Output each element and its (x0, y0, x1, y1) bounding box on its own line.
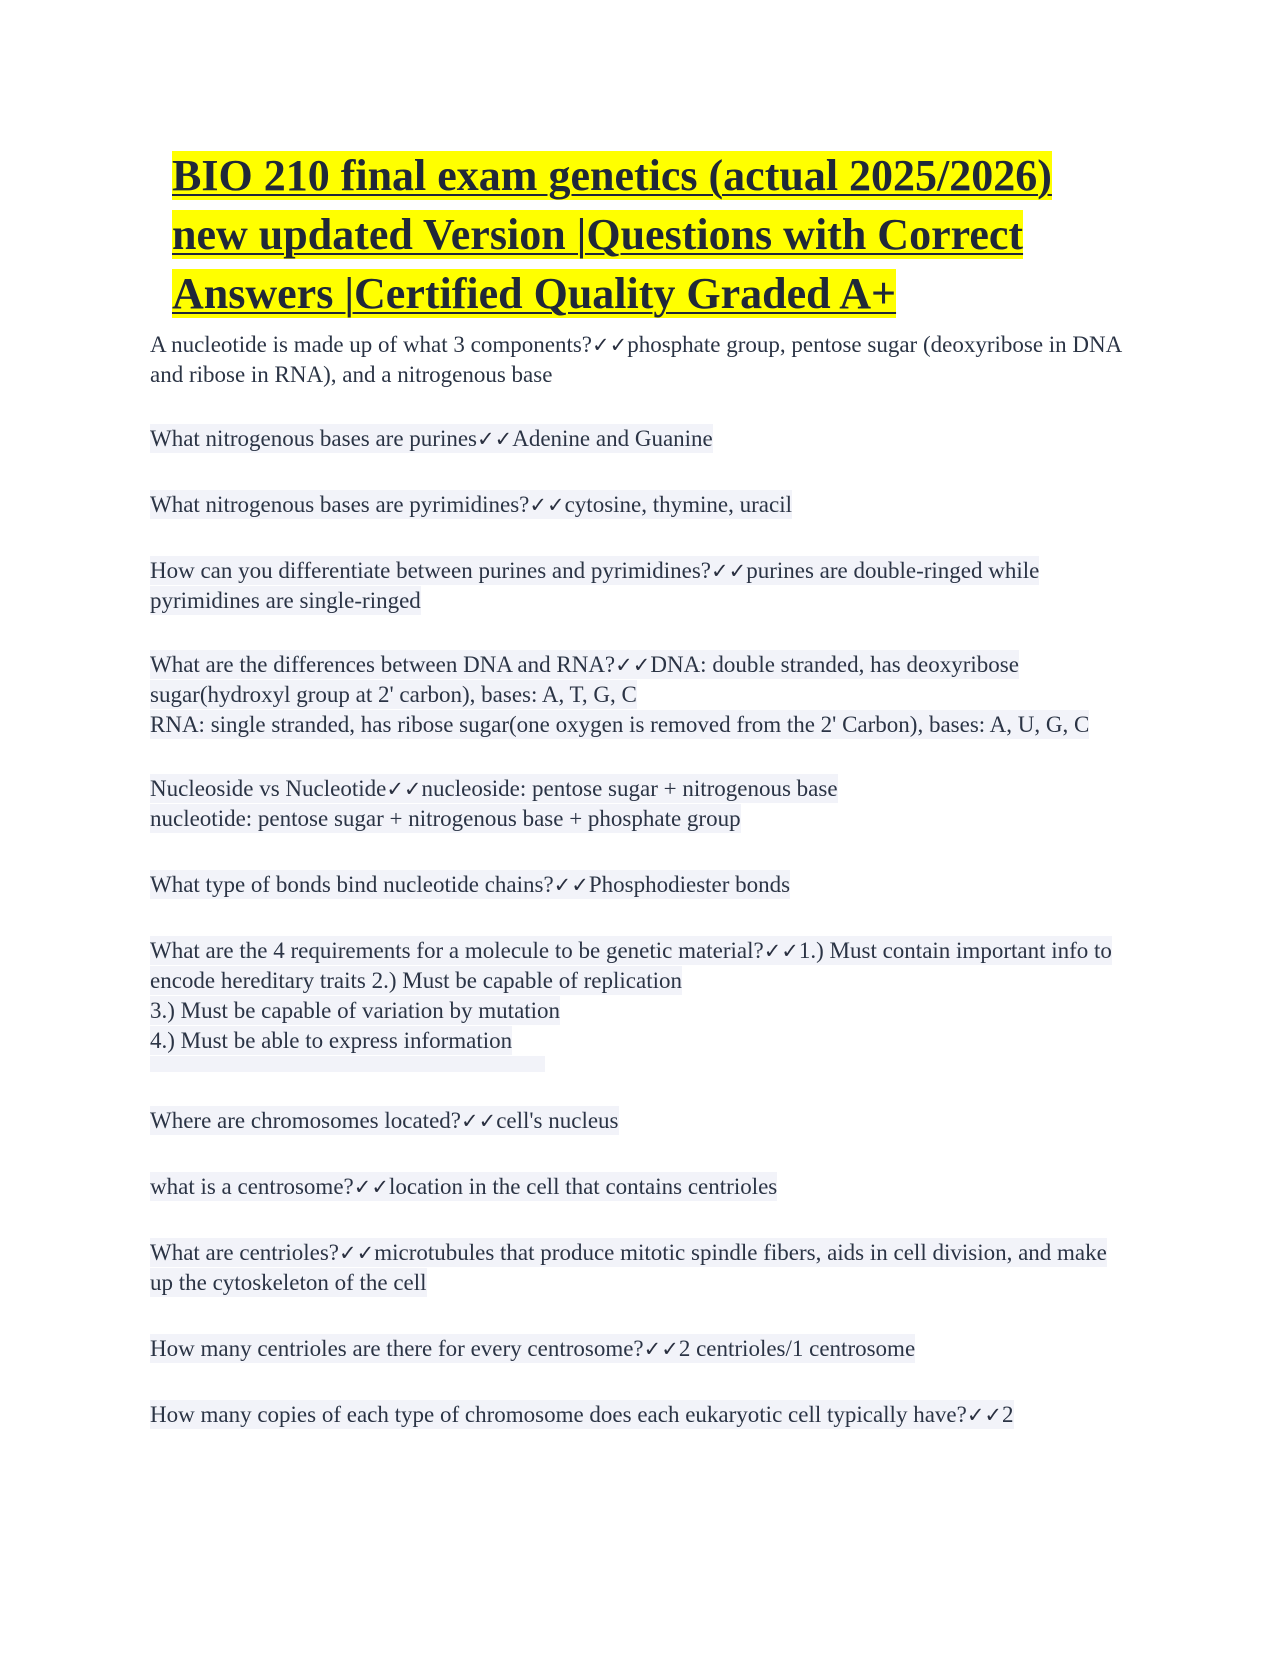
qa-item (150, 330, 1135, 390)
qa-item-text (150, 1106, 619, 1135)
answer-text: location in the cell that contains centrioles (388, 1174, 778, 1199)
double-check-icon: ✓✓ (763, 939, 799, 963)
answer-text: nucleoside: pentose sugar + nitrogenous base (421, 776, 838, 801)
answer-text-line-2: RNA: single stranded, has ribose sugar(one oxygen is removed from the 2' Carbon), bases: A, U, G, C (150, 712, 1090, 737)
question-text: How many copies of each type of chromosome does each eukaryotic cell typically have? (150, 1402, 967, 1427)
answer-text: cell's nucleus (496, 1108, 619, 1133)
qa-item (150, 1106, 1135, 1136)
answer-text: Adenine and Guanine (512, 426, 713, 451)
double-check-icon: ✓✓ (592, 333, 628, 357)
question-text: Nucleoside vs Nucleotide (150, 776, 387, 801)
double-check-icon: ✓✓ (460, 1109, 497, 1133)
qa-item-text (150, 330, 1121, 389)
question-text: what is a centrosome? (150, 1174, 354, 1199)
answer-text: cytosine, thymine, uracil (564, 492, 792, 517)
qa-item-text (150, 1172, 777, 1201)
qa-item-text (150, 936, 1112, 995)
double-check-icon: ✓✓ (386, 777, 422, 801)
double-check-icon: ✓✓ (966, 1403, 1003, 1427)
answer-text: 2 (1002, 1402, 1014, 1427)
qa-item-text (150, 556, 1039, 615)
qa-item (150, 870, 1135, 900)
qa-item (150, 774, 1135, 834)
question-text: How can you differentiate between purines and pyrimidines? (150, 558, 711, 583)
question-text: What are the differences between DNA and RNA? (150, 652, 616, 677)
title-line-2: new updated Version |Questions with Correct (172, 210, 1024, 259)
question-text: What type of bonds bind nucleotide chains? (150, 872, 554, 897)
qa-item-text (150, 490, 792, 519)
qa-item-text (150, 870, 790, 899)
document-title (172, 146, 1092, 323)
title-line-3: Answers |Certified Quality Graded A+ (172, 269, 897, 318)
question-text: How many centrioles are there for every centrosome? (150, 1336, 644, 1361)
qa-item-text (150, 1400, 1014, 1429)
answer-text: microtubules that produce mitotic spindle fibers, aids in cell division, and make up the cytoskeleton of the cell (150, 1240, 1107, 1295)
answer-text-line-3: 4.) Must be able to express information (150, 1028, 513, 1053)
qa-item (150, 1400, 1135, 1430)
qa-item-text (150, 650, 1019, 709)
qa-item (150, 650, 1135, 740)
answer-text: purines are double-ringed while pyrimidines are single-ringed (150, 558, 1040, 613)
qa-item (150, 936, 1135, 1086)
double-check-icon: ✓✓ (339, 1241, 375, 1265)
double-check-icon: ✓✓ (529, 493, 565, 517)
answer-text: 1.) Must contain important info to encode hereditary traits 2.) Must be capable of replication (150, 938, 1112, 993)
highlight-spacer (150, 1056, 545, 1072)
question-text: What nitrogenous bases are pyrimidines? (150, 492, 530, 517)
qa-item-text (150, 1238, 1107, 1297)
double-check-icon: ✓✓ (615, 653, 651, 677)
double-check-icon: ✓✓ (477, 427, 513, 451)
qa-list (150, 330, 1135, 1430)
qa-item-text (150, 1334, 915, 1363)
qa-item (150, 556, 1135, 616)
question-text: What nitrogenous bases are purines (150, 426, 478, 451)
qa-item-text (150, 774, 838, 803)
qa-item (150, 490, 1135, 520)
question-text: Where are chromosomes located? (150, 1108, 461, 1133)
double-check-icon: ✓✓ (553, 873, 589, 897)
qa-item (150, 1238, 1135, 1298)
answer-text-line-2: 3.) Must be capable of variation by mutation (150, 998, 561, 1023)
answer-text: DNA: double stranded, has deoxyribose sugar(hydroxyl group at 2' carbon), bases: A, T, G, C (150, 652, 1019, 707)
answer-text-line-2: nucleotide: pentose sugar + nitrogenous base + phosphate group (150, 806, 741, 831)
double-check-icon: ✓✓ (353, 1175, 389, 1199)
qa-item (150, 424, 1135, 454)
question-text: A nucleotide is made up of what 3 components? (150, 332, 593, 357)
answer-text: phosphate group, pentose sugar (deoxyribose in DNA and ribose in RNA), and a nitrogenous base (150, 332, 1121, 387)
title-line-1: BIO 210 final exam genetics (actual 2025/2026) (172, 151, 1052, 200)
double-check-icon: ✓✓ (643, 1337, 679, 1361)
answer-text: Phosphodiester bonds (588, 872, 791, 897)
question-text: What are the 4 requirements for a molecule to be genetic material? (150, 938, 764, 963)
qa-item-text (150, 424, 713, 453)
qa-item (150, 1334, 1135, 1364)
question-text: What are centrioles? (150, 1240, 339, 1265)
double-check-icon: ✓✓ (710, 559, 747, 583)
qa-item (150, 1172, 1135, 1202)
answer-text: 2 centrioles/1 centrosome (678, 1336, 916, 1361)
